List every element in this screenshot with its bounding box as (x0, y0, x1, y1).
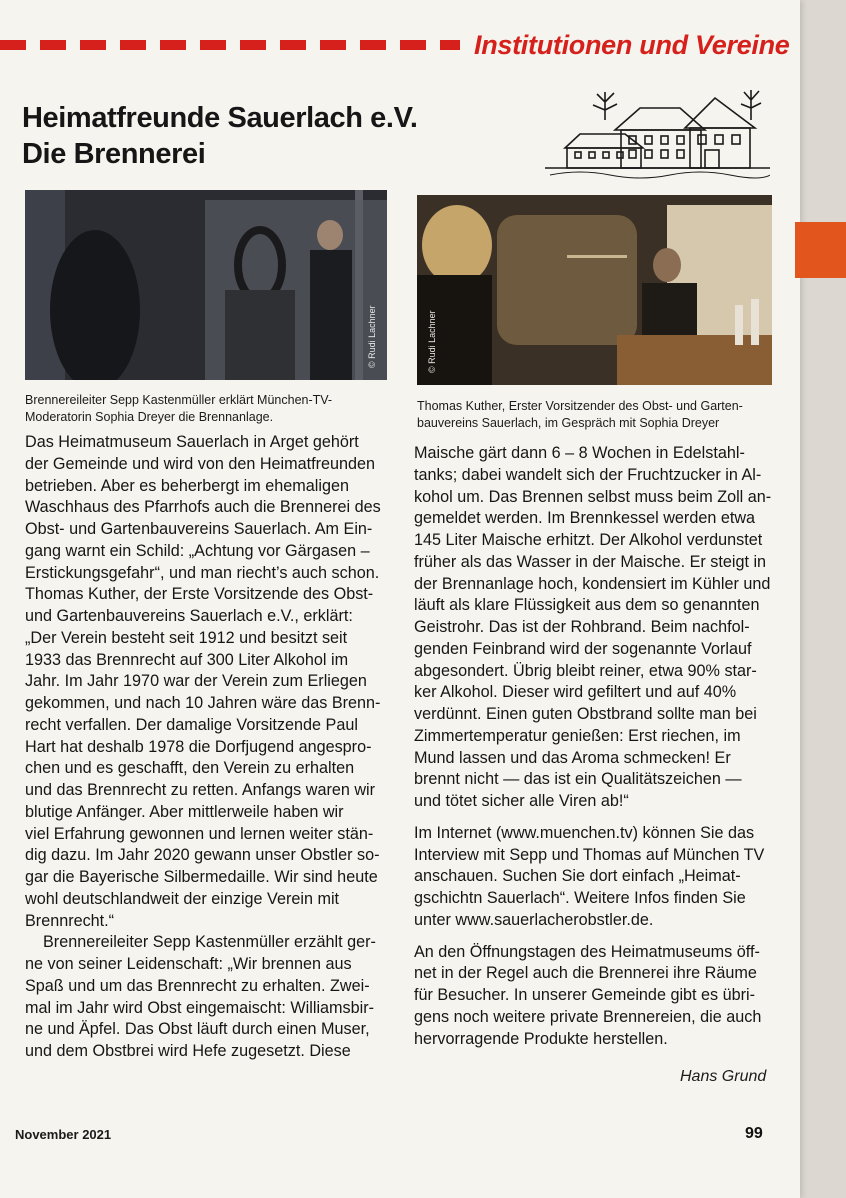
text-line: gens noch weitere private Brennereien, die auch (414, 1007, 762, 1026)
text-line: anschauen. Suchen Sie dort einfach „Heimat- (414, 867, 741, 886)
text-line: 145 Liter Maische erhitzt. Der Alkohol verdunstet (414, 531, 763, 549)
text-line: verdünnt. Einen guten Obstbrand sollte man bei (414, 705, 757, 723)
text-line: mal im Jahr wird Obst eingemaischt: Williamsbir- (25, 998, 375, 1017)
text-line: abgesondert. Übrig bleibt reiner, etwa 90% star- (414, 661, 757, 680)
text-line: Obst- und Gartenbauvereins Sauerlach. Am Ein- (25, 520, 373, 538)
photo-1-credit: © Rudi Lachner (367, 305, 377, 368)
page-number: 99 (745, 1125, 763, 1142)
text-line: betrieben. Aber es beherbergt im ehemaligen (25, 476, 349, 495)
text-line: und dem Obstbrei wird Hefe zugesetzt. Diese (25, 1042, 351, 1060)
text-line: net in der Regel auch die Brennerei ihre Räume (414, 964, 757, 983)
text-line: gang warnt ein Schild: „Achtung vor Gärgasen – (25, 541, 370, 560)
text-line: gar die Bayerische Silbermedaille. Wir sind heute (25, 868, 378, 886)
text-line: hervorragende Produkte herstellen. (414, 1029, 668, 1048)
text-line: Brennrecht.“ (25, 911, 115, 930)
text-line: Mund lassen und das Aroma schmecken! Er (414, 748, 731, 767)
adjacent-page-edge (800, 0, 846, 1198)
text-line: Maische gärt dann 6 – 8 Wochen in Edelstahl- (414, 444, 745, 462)
text-line: ker Alkohol. Dieser wird gefiltert und auf 40% (414, 683, 737, 702)
text-line: wohl deutschlandweit der einzige Verein mit (25, 889, 340, 908)
text-line: Waschhaus des Pfarrhofs auch die Brennerei des (25, 498, 381, 517)
article-column-1 (25, 432, 390, 1063)
text-line: Brennereileiter Sepp Kastenmüller erzählt ger- (43, 933, 376, 952)
text-line: Thomas Kuther, der Erste Vorsitzende des Obst- (25, 585, 374, 604)
header-dashed-rule (0, 40, 460, 50)
footer-issue: November 2021 (15, 1127, 112, 1142)
text-line: Interview mit Sepp und Thomas auf München TV (414, 845, 765, 864)
text-line: blutige Anfänger. Aber mittlerweile haben wir (25, 802, 344, 821)
text-line: gekommen, und nach 10 Jahren wäre das Brenn- (25, 694, 381, 712)
photo-2-credit: © Rudi Lachner (427, 310, 437, 373)
text-line: viel Erfahrung gewonnen und lernen weiter stän- (25, 824, 374, 843)
text-line: gemeldet werden. Im Brennkessel werden etwa (414, 509, 756, 528)
text-line: Zimmertemperatur genießen: Erst riechen, im (414, 726, 741, 745)
text-line: und tötet sicher alle Viren ab!“ (414, 792, 629, 810)
text-line: und Gartenbauvereins Sauerlach e.V., erklärt: (25, 607, 353, 625)
text-line: chen und es geschafft, den Verein zu erhalten (25, 759, 355, 778)
text-line: dig dazu. Im Jahr 2020 gewann unser Obstler so- (25, 846, 380, 865)
text-line: 1933 das Brennrecht auf 300 Liter Alkohol im (25, 650, 349, 669)
article-title-line-2: Die Brennerei (22, 138, 206, 170)
text-line: recht verfallen. Der damalige Vorsitzende Paul (25, 715, 358, 734)
text-line: Jahr. Im Jahr 1970 war der Verein zum Erliegen (25, 672, 367, 691)
article-author: Hans Grund (680, 1068, 767, 1085)
photo-2-caption (417, 398, 743, 432)
photo-1-caption-line: Moderatorin Sophia Dreyer die Brennanlage. (25, 410, 274, 424)
text-line: kohol um. Das Brennen selbst muss beim Zoll an- (414, 487, 772, 506)
photo-2-caption-line: bauvereins Sauerlach, im Gespräch mit Sophia Dreyer (417, 416, 720, 430)
text-line: ne und Äpfel. Das Obst läuft durch einen Muser, (25, 1020, 370, 1039)
text-line: für Besucher. In unserer Gemeinde gibt es übri- (414, 986, 756, 1004)
text-line: tanks; dabei wandelt sich der Fruchtzucker in Al- (414, 465, 762, 484)
text-line: brennt nicht — das ist ein Qualitätszeichen — (414, 770, 742, 789)
photo-distillery-equipment (25, 190, 387, 380)
photo-1-caption (25, 392, 332, 426)
column-2-paragraph-3 (414, 942, 784, 1051)
section-title: Institutionen und Vereine (474, 30, 790, 60)
article-column-2 (414, 443, 784, 1050)
photo-1-scene (25, 190, 387, 380)
text-line: Im Internet (www.muenchen.tv) können Sie das (414, 823, 755, 842)
text-line: der Brennanlage hoch, kondensiert im Kühler und (414, 574, 771, 593)
text-line: ne von seiner Leidenschaft: „Wir brennen aus (25, 955, 352, 973)
text-line: läuft als klare Flüssigkeit aus dem so genannten (414, 596, 760, 615)
column-2-paragraph-1 (414, 443, 784, 813)
text-line: „Der Verein besteht seit 1912 und besitzt seit (25, 628, 348, 647)
text-line: Spaß und um das Brennrecht zu erhalten. Zwei- (25, 976, 370, 995)
text-line: der Gemeinde und wird von den Heimatfreunden (25, 454, 376, 473)
photo-interview (417, 195, 772, 385)
section-tab-marker (795, 222, 846, 278)
text-line: und das Brennrecht zu retten. Anfangs waren wir (25, 781, 376, 799)
farmhouse-drawing (545, 80, 770, 185)
text-line: unter www.sauerlacherobstler.de. (414, 910, 654, 929)
photo-1-caption-line: Brennereileiter Sepp Kastenmüller erklärt München-TV- (25, 393, 333, 407)
photo-2-caption-line: Thomas Kuther, Erster Vorsitzender des Obst- und Garten- (417, 399, 743, 413)
article-title-line-1: Heimatfreunde Sauerlach e.V. (22, 102, 418, 134)
paragraph-gap (414, 813, 784, 823)
article-title (22, 100, 502, 172)
column-2-paragraph-2 (414, 823, 784, 932)
photo-2-scene (417, 195, 772, 385)
text-line: gschichtn Sauerlach“. Weitere Infos finden Sie (414, 889, 746, 907)
text-line: Geistrohr. Das ist der Rohbrand. Beim nachfol- (414, 618, 750, 636)
text-line: Erstickungsgefahr“, und man riecht’s auch schon. (25, 563, 380, 582)
text-line: Hart hat deshalb 1978 die Dorfjugend angespro- (25, 737, 372, 756)
text-line: genden Feinbrand wird der sogenannte Vorlauf (414, 639, 752, 658)
text-line: früher als das Wasser in der Maische. Er steigt in (414, 552, 767, 571)
text-line: Das Heimatmuseum Sauerlach in Arget gehört (25, 433, 359, 451)
text-line: An den Öffnungstagen des Heimatmuseums öff- (414, 942, 760, 961)
paragraph-gap (414, 932, 784, 942)
